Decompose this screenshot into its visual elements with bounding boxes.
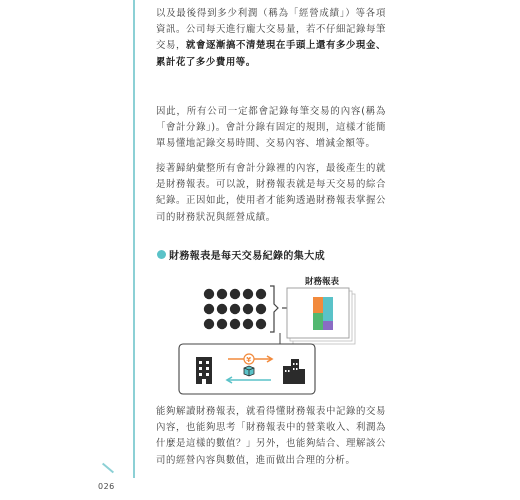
transaction-records-grid [204, 289, 266, 329]
paragraph-journal-entries: 因此，所有公司一定都會記錄每筆交易的內容(稱為「會計分錄」)。會計分錄有固定的規則，這樣才能簡單易懂地記錄交易時間、交易內容、增減金額等。 [156, 106, 386, 150]
yen-symbol: ¥ [246, 356, 252, 364]
page-number: 026 [98, 482, 115, 491]
paragraph-financial-statements: 接著歸納彙整所有會計分錄裡的內容，最後產生的就是財務報表。可以說，財務報表就是每天交易的綜合紀錄。正因如此，使用者才能夠透過財務報表掌握公司的財務狀況與經營成績。 [156, 163, 386, 223]
margin-rule [133, 0, 135, 478]
paragraph-reading-reports: 能夠解讀財務報表，就看得懂財務報表中記錄的交易內容，也能夠思考「財務報表中的營業收入、利潤為什麼是這樣的數值？」另外，也能夠結合、理解該公司的經營內容與數值，進而做出合理的分析。 [156, 406, 386, 466]
paragraph-intro-lead: 以及最後得到多少利潤（稱為「經營成績」）等各項資訊。公司每天進行龐大交易量，若不仔細記錄每筆交易， [156, 8, 386, 52]
section-heading [157, 247, 325, 262]
section-heading-text: 財務報表是每天交易紀錄的集大成 [169, 251, 325, 262]
paragraph-intro [156, 6, 386, 71]
package-icon [244, 366, 254, 376]
report-label: 財務報表 [305, 277, 340, 287]
financial-report-icon [287, 288, 355, 344]
paragraph-intro-emphasis: 就會逐漸搞不清楚現在手頭上還有多少現金、累計花了多少費用等。 [156, 40, 386, 68]
grouping-brace [270, 286, 278, 332]
heading-bullet-icon [157, 250, 166, 259]
page-corner-tick [102, 463, 114, 474]
transactions-to-report-diagram [150, 270, 390, 395]
yen-coin-icon [244, 354, 254, 364]
company-building-icon [196, 357, 212, 384]
